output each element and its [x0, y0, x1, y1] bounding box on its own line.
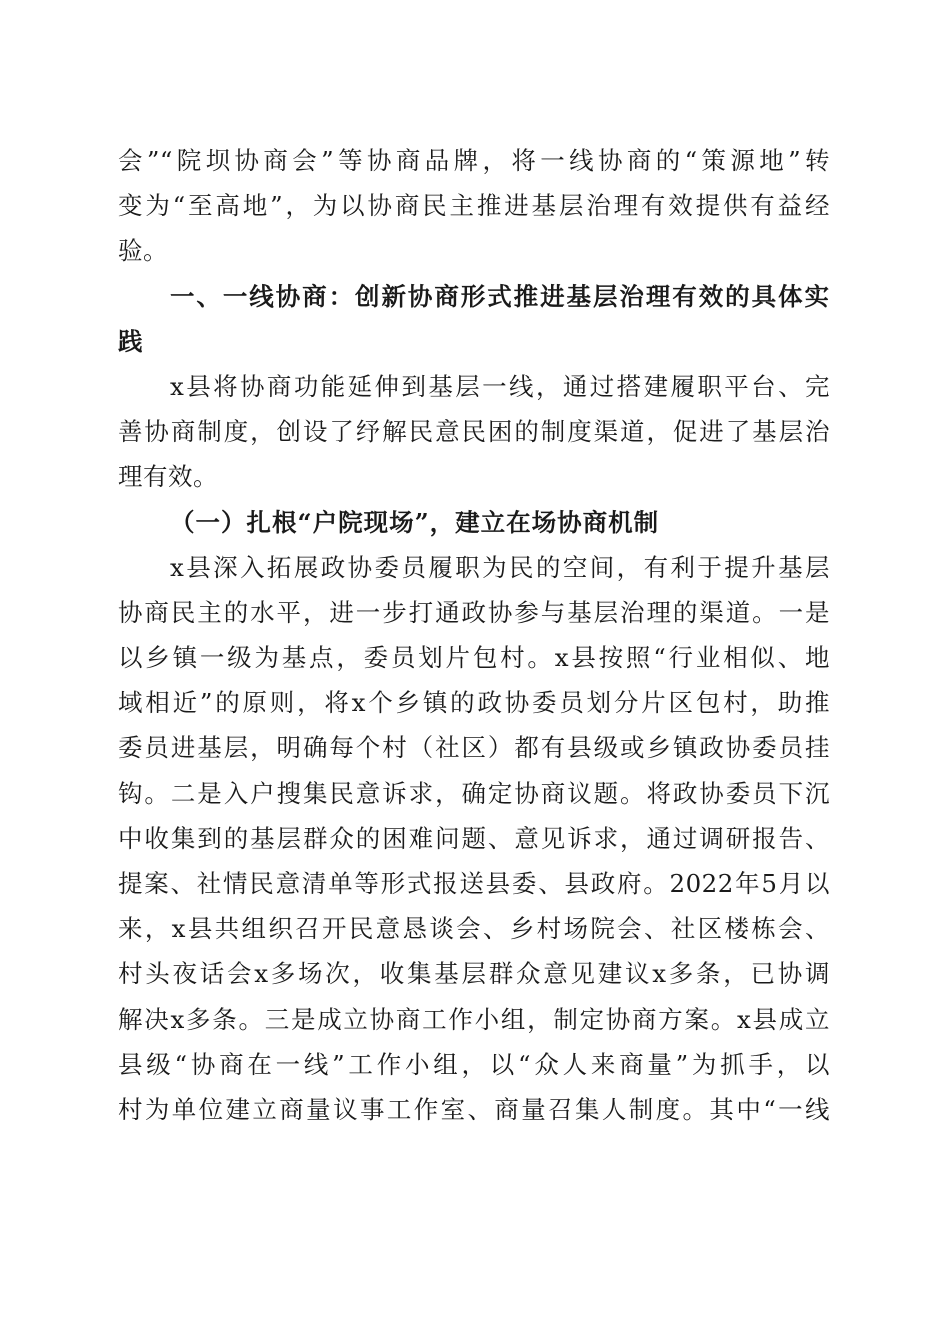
- text-line: 提案、社情民意清单等形式报送县委、县政府。2022年5月以: [118, 869, 830, 898]
- text-line: 变为“至高地”，为以协商民主推进基层治理有效提供有益经: [118, 191, 830, 221]
- text-line: 村头夜话会x多场次，收集基层群众意见建议x多条，已协调: [118, 959, 830, 989]
- paragraph-body: [118, 545, 830, 1132]
- text-line: 善协商制度，创设了纾解民意民困的制度渠道，促进了基层治: [118, 417, 830, 447]
- text-line: 村为单位建立商量议事工作室、商量召集人制度。其中“一线: [118, 1094, 830, 1124]
- text-line: 委员进基层，明确每个村（社区）都有县级或乡镇政协委员挂: [118, 733, 830, 763]
- heading-line: 践: [118, 326, 144, 356]
- subsection-heading: [118, 500, 830, 545]
- text-line: 协商民主的水平，进一步打通政协参与基层治理的渠道。一是: [118, 597, 830, 627]
- text-line: 来，x县共组织召开民意恳谈会、乡村场院会、社区楼栋会、: [118, 914, 830, 944]
- text-line: x县深入拓展政协委员履职为民的空间，有利于提升基层: [170, 552, 830, 582]
- text-line: 解决x多条。三是成立协商工作小组，制定协商方案。x县成立: [118, 1004, 830, 1034]
- paragraph-intro: [118, 364, 830, 500]
- text-line: x县将协商功能延伸到基层一线，通过搭建履职平台、完: [170, 371, 830, 401]
- text-line: 中收集到的基层群众的困难问题、意见诉求，通过调研报告、: [118, 823, 830, 853]
- text-line: 县级“协商在一线”工作小组，以“众人来商量”为抓手，以: [118, 1049, 830, 1079]
- subheading-line: （一）扎根“户院现场”，建立在场协商机制: [170, 507, 660, 537]
- heading-line: 一、一线协商：创新协商形式推进基层治理有效的具体实: [170, 281, 830, 311]
- text-line: 理有效。: [118, 462, 218, 492]
- text-line: 会”“院坝协商会”等协商品牌，将一线协商的“策源地”转: [118, 146, 830, 175]
- text-line: 钩。二是入户搜集民意诉求，确定协商议题。将政协委员下沉: [118, 778, 830, 808]
- text-line: 以乡镇一级为基点，委员划片包村。x县按照“行业相似、地: [118, 643, 830, 673]
- document-page: [118, 138, 830, 1132]
- text-line: 验。: [118, 236, 168, 266]
- paragraph-continuation: [118, 138, 830, 274]
- text-line: 域相近”的原则，将x个乡镇的政协委员划分片区包村，助推: [118, 688, 830, 718]
- section-heading: [118, 274, 830, 364]
